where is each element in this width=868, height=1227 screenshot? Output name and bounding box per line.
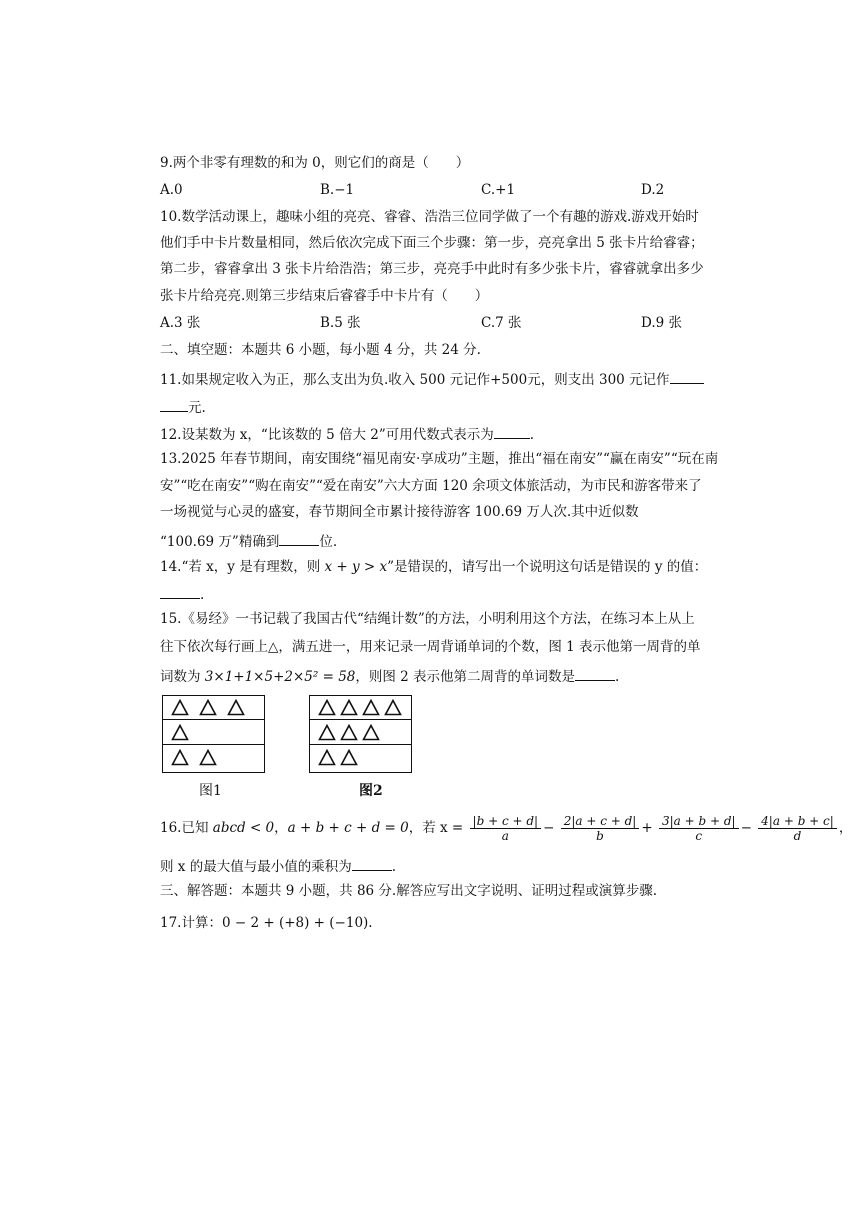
q15-line-2: 往下依次每行画上△，满五进一，用来记录一周背诵单词的个数，图 1 表示他第一周背的单: [160, 639, 701, 655]
q13-text: “100.69 万”精确到: [160, 534, 280, 550]
q16-fraction-2: $\frac{2|a + c + d|}{b}$: [561, 814, 640, 843]
q10-option-c: C.7 张: [481, 315, 522, 331]
q17-prefix: 17.计算：: [160, 915, 222, 931]
q15-blank: [575, 666, 615, 681]
q12-line: 12.设某数为 x，“比该数的 5 倍大 2”可用代数式表示为 .: [160, 424, 534, 444]
triangle-group: [171, 749, 217, 766]
figure-1-box: [162, 695, 265, 773]
q11-line-1: [160, 369, 704, 389]
triangle-icon: [171, 749, 189, 766]
triangle-group: [318, 699, 402, 716]
q9-option-b: B.−1: [320, 182, 355, 198]
q11-suffix: 元.: [188, 400, 206, 416]
q14-suffix: ”是错误的，请写出一个说明这句话是错误的 y 的值：: [387, 559, 708, 575]
triangle-icon: [340, 749, 358, 766]
figure-1-row-2: [163, 721, 264, 745]
q10-option-d: D.9 张: [641, 315, 683, 331]
triangle-icon: [340, 724, 358, 741]
q16-prefix: 16.已知: [160, 820, 213, 836]
figure-1-caption: 图1: [199, 783, 222, 799]
triangle-group: [171, 724, 189, 741]
q15-line-3: 词数为 3×1+1×5+2×5² = 58，则图 2 表示他第二周背的单词数是 .: [160, 666, 619, 686]
q10-option-b: B.5 张: [320, 315, 361, 331]
q17-line: [160, 914, 373, 932]
triangle-icon: [199, 749, 217, 766]
figure-2-row-3: [310, 746, 411, 770]
figure-1-row-1: [163, 696, 264, 720]
section-3-heading: 三、解答题：本题共 9 小题，共 86 分.解答应写出文字说明、证明过程或演算步骤.: [160, 883, 658, 899]
triangle-icon: [340, 699, 358, 716]
q16-line-1: 16.已知 abcd < 0，a + b + c + d = 0，若 x = $\frac{|b + c + d|}{a}$ − $\frac{2|a + c + d|}{b}$ + $\frac{3|a + b + d|}{c}$ − $\frac{4|a + b + c|}{d}$ ，: [160, 814, 853, 843]
q10-line-1: 10.数学活动课上，趣味小组的亮亮、睿睿、浩浩三位同学做了一个有趣的游戏.游戏开始时: [160, 209, 699, 225]
q16-fraction-3: $\frac{3|a + b + d|}{c}$: [659, 814, 739, 843]
q16-fraction-4: $\frac{4|a + b + c|}{d}$: [758, 814, 837, 843]
q11-blank-2: [160, 397, 188, 412]
q16-condition-1: abcd < 0: [212, 820, 275, 836]
q13-blank: [279, 531, 319, 546]
figure-2-caption: 图2: [359, 783, 383, 799]
triangle-icon: [362, 699, 380, 716]
triangle-group: [318, 749, 358, 766]
q13-line-3: 一场视觉与心灵的盛宴，春节期间全市累计接待游客 100.69 万人次.其中近似数: [160, 504, 639, 520]
q10-option-a: A.3 张: [160, 315, 201, 331]
triangle-icon: [227, 699, 245, 716]
figure-2-box: [309, 695, 412, 773]
q15-line-1: 15.《易经》一书记载了我国古代“结绳计数”的方法，小明利用这个方法，在练习本上从上: [160, 611, 695, 627]
q9-option-a: A.0: [160, 182, 183, 198]
q16-condition-2: a + b + c + d = 0: [287, 820, 409, 836]
q14-line: [160, 558, 707, 576]
q12-blank: [494, 424, 530, 439]
q14-prefix: 14.“若 x，y 是有理数，则: [160, 559, 325, 575]
q15-expression: 3×1+1×5+2×5² = 58: [204, 669, 356, 685]
q13-line-2: 安”“吃在南安”“购在南安”“爱在南安”六大方面 120 余项文体旅活动，为市民和游客带来了: [160, 478, 702, 494]
q15-prefix: 词数为: [160, 669, 205, 685]
figure-2-row-1: [310, 696, 411, 720]
q9-option-d: D.2: [641, 182, 665, 198]
triangle-icon: [384, 699, 402, 716]
q16-mid: ，若 x =: [408, 820, 464, 836]
q16-blank: [352, 856, 392, 871]
triangle-icon: [362, 724, 380, 741]
figure-2-row-2: [310, 721, 411, 745]
triangle-icon: [171, 699, 189, 716]
q17-expression: 0 − 2 + (+8) + (−10).: [221, 915, 373, 931]
q14-answer-line: .: [160, 584, 204, 604]
q14-expression: x + y > x: [324, 559, 388, 575]
q11-line-2: [160, 397, 206, 417]
q10-line-4: 张卡片给亮亮.则第三步结束后睿睿手中卡片有（ ）: [160, 288, 489, 304]
q13-suffix: 位.: [319, 534, 338, 550]
triangle-icon: [318, 699, 336, 716]
q10-line-2: 他们手中卡片数量相同，然后依次完成下面三个步骤：第一步，亮亮拿出 5 张卡片给睿睿；: [160, 235, 704, 251]
q16-line-2: 则 x 的最大值与最小值的乘积为 .: [160, 856, 396, 876]
triangle-group: [318, 724, 380, 741]
q9-stem: 9.两个非零有理数的和为 0，则它们的商是（ ）: [160, 155, 470, 171]
q16-fraction-1: $\frac{|b + c + d|}{a}$: [470, 814, 542, 843]
triangle-icon: [171, 724, 189, 741]
q13-line-4: [160, 531, 337, 551]
q9-option-c: C.+1: [481, 182, 516, 198]
triangle-icon: [318, 724, 336, 741]
triangle-group: [171, 699, 245, 716]
triangle-icon: [199, 699, 217, 716]
figure-1-row-3: [163, 746, 264, 770]
q10-line-3: 第二步，睿睿拿出 3 张卡片给浩浩；第三步，亮亮手中此时有多少张卡片，睿睿就拿出多少: [160, 261, 704, 277]
q16-question: 则 x 的最大值与最小值的乘积为: [160, 859, 352, 875]
triangle-icon: [318, 749, 336, 766]
q12-text: 12.设某数为 x，“比该数的 5 倍大 2”可用代数式表示为: [160, 427, 494, 443]
q11-blank-1: [670, 369, 704, 384]
q13-line-1: 13.2025 年春节期间，南安围绕“福见南安·享成功”主题，推出“福在南安”“赢在南安”“玩在南: [160, 451, 719, 467]
q11-text: 11.如果规定收入为正，那么支出为负.收入 500 元记作+500元，则支出 300 元记作: [160, 372, 670, 388]
section-2-heading: 二、填空题：本题共 6 小题，每小题 4 分，共 24 分.: [160, 342, 481, 358]
q14-blank: [160, 584, 200, 599]
q15-suffix: ，则图 2 表示他第二周背的单词数是: [355, 669, 576, 685]
